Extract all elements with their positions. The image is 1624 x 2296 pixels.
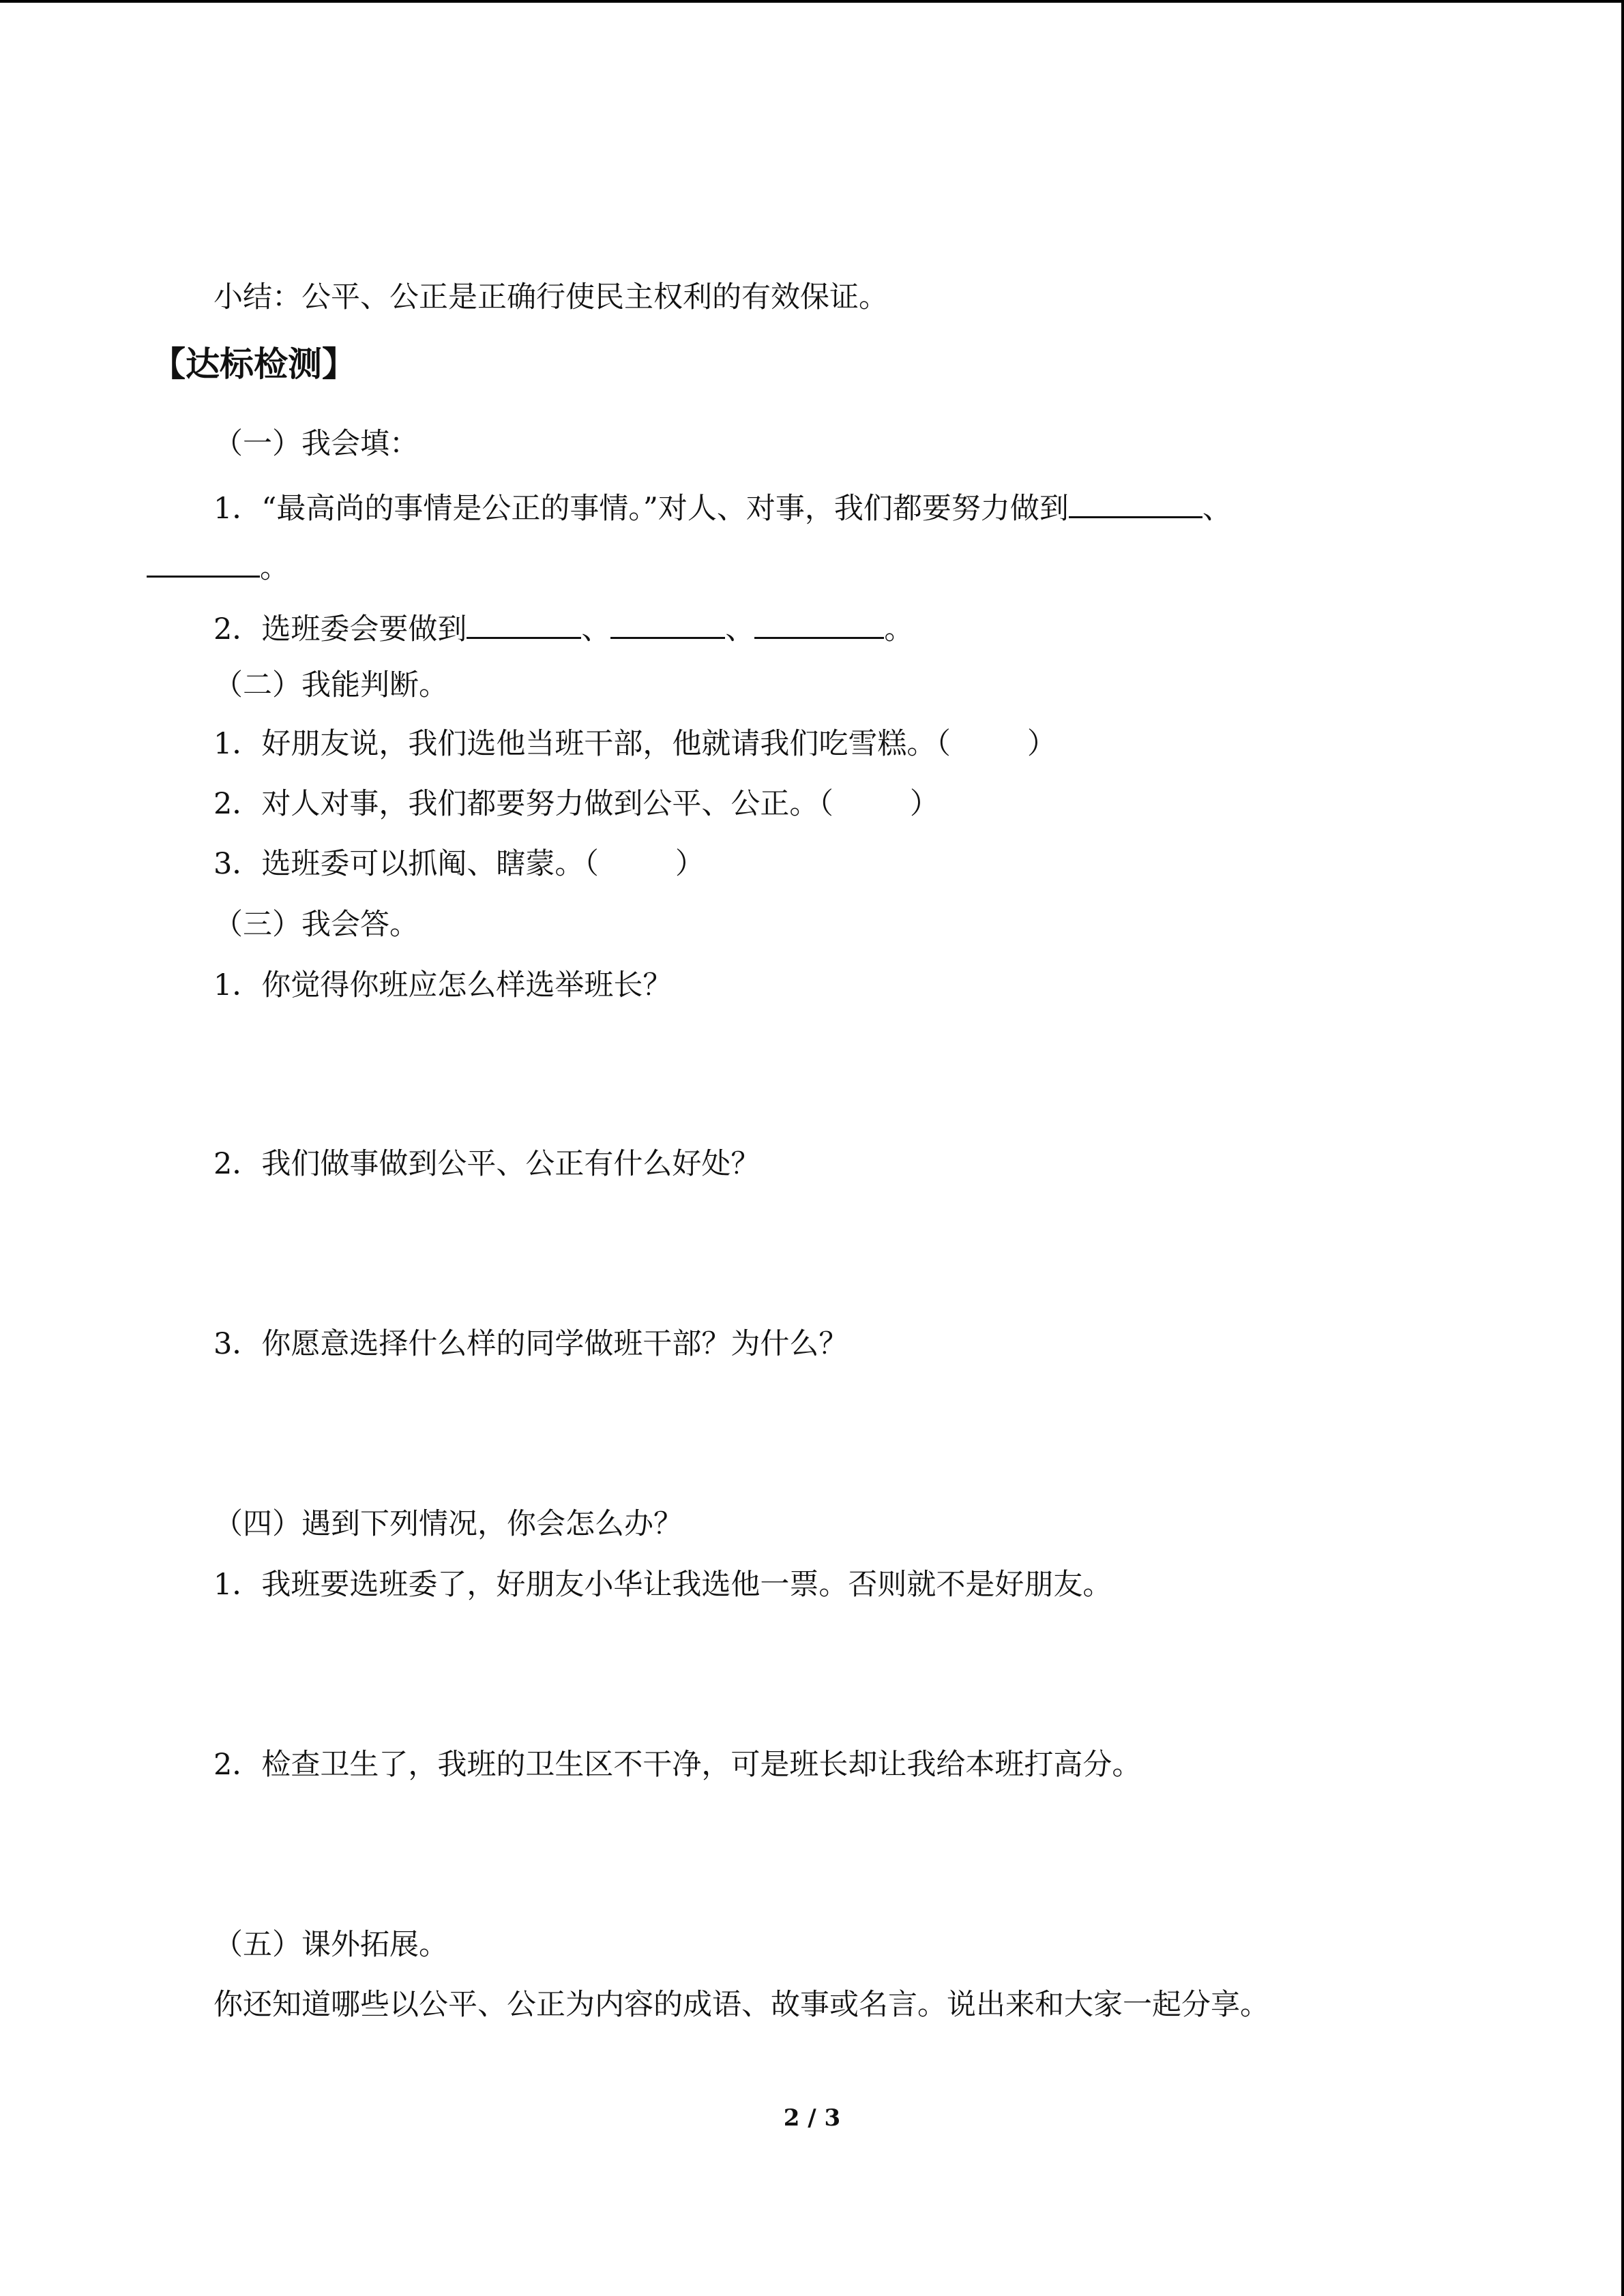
- period: 。: [260, 551, 289, 585]
- answer-blank[interactable]: [147, 546, 260, 578]
- judge-item-text: 1．好朋友说，我们选他当班干部，他就请我们吃雪糕。（: [213, 727, 951, 761]
- judge-item: [213, 785, 939, 823]
- judge-item: [213, 845, 705, 883]
- answer-blank[interactable]: [1069, 486, 1202, 518]
- judge-item-close: ）: [909, 787, 939, 821]
- fill-question-1-continued: [147, 546, 289, 587]
- extension-text: 你还知道哪些以公平、公正为内容的成语、故事或名言。说出来和大家一起分享。: [213, 1988, 1269, 2022]
- section-heading: 【达标检测】: [151, 344, 356, 384]
- answer-section-title: （三）我会答。: [213, 908, 419, 942]
- answer-blank[interactable]: [754, 607, 884, 639]
- period: 。: [884, 612, 914, 646]
- page-number: 2 / 3: [783, 2104, 841, 2132]
- separator: 、: [581, 612, 611, 646]
- fill-question-1: [213, 486, 1232, 528]
- fill-question-2: [213, 607, 913, 648]
- summary-text: 小结：公平、公正是正确行使民主权利的有效保证。: [213, 280, 888, 314]
- answer-question: 1．你觉得你班应怎么样选举班长？: [213, 968, 673, 1002]
- extension-section-title: （五）课外拓展。: [213, 1928, 448, 1962]
- situation-section-title: （四）遇到下列情况，你会怎么办？: [213, 1507, 683, 1541]
- situation-item: 1．我班要选班委了，好朋友小华让我选他一票。否则就不是好朋友。: [213, 1568, 1112, 1602]
- answer-blank[interactable]: [467, 607, 581, 639]
- answer-question: 3．你愿意选择什么样的同学做班干部？为什么？: [213, 1327, 848, 1361]
- answer-question: 2．我们做事做到公平、公正有什么好处？: [213, 1147, 761, 1181]
- situation-item: 2．检查卫生了，我班的卫生区不干净，可是班长却让我给本班打高分。: [213, 1748, 1142, 1782]
- fill-question-1-text: 1．“最高尚的事情是公正的事情。”对人、对事，我们都要努力做到: [213, 492, 1069, 526]
- judge-item-text: 3．选班委可以抓阄、瞎蒙。（: [213, 847, 599, 881]
- fill-question-2-text: 2．选班委会要做到: [213, 612, 467, 646]
- answer-blank[interactable]: [610, 607, 725, 639]
- separator: 、: [725, 612, 755, 646]
- judge-item-close: ）: [1027, 727, 1057, 761]
- judge-item-close: ）: [675, 847, 705, 881]
- fill-section-title: （一）我会填：: [213, 427, 419, 461]
- judge-section-title: （二）我能判断。: [213, 668, 448, 702]
- judge-item-text: 2．对人对事，我们都要努力做到公平、公正。（: [213, 787, 833, 821]
- separator: 、: [1202, 492, 1232, 526]
- judge-item: [213, 725, 1057, 763]
